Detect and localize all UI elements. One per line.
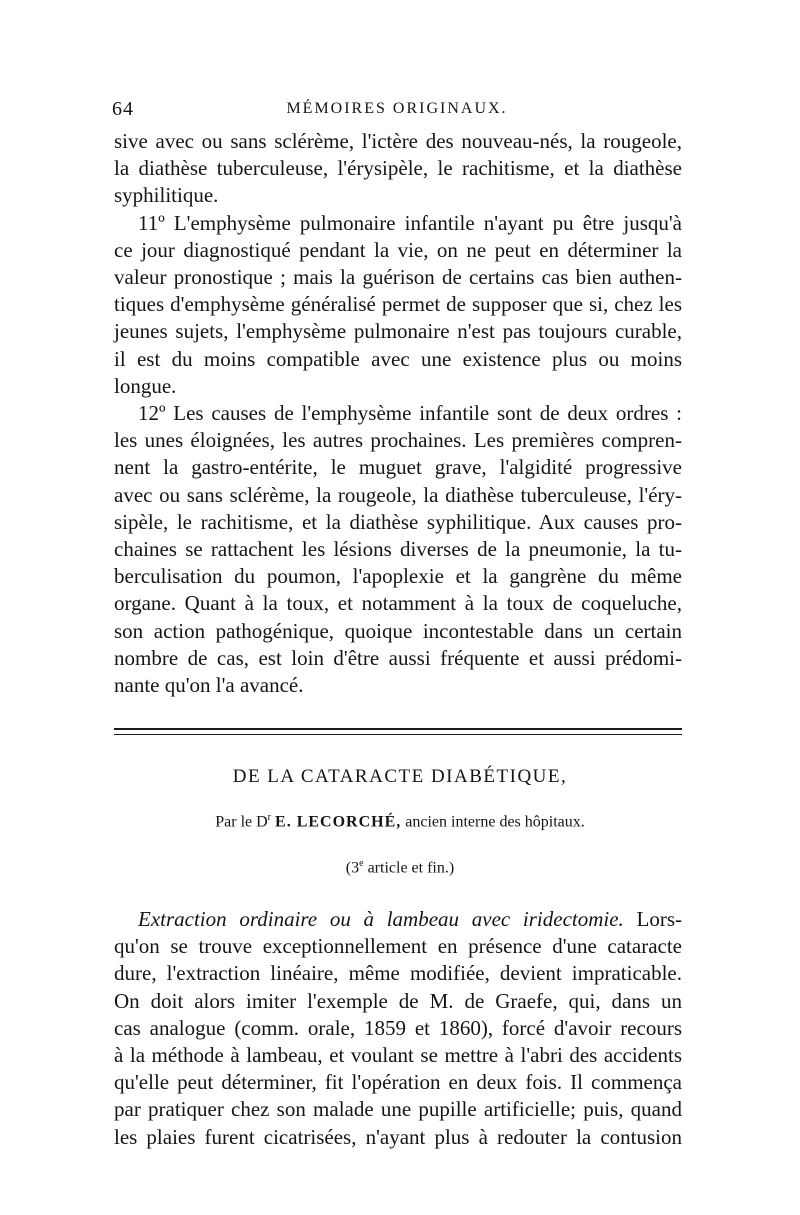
text-line: nante qu'on l'a avancé. (114, 672, 304, 697)
text-line: il est du moins compatible avec une existence plus ou moins (114, 346, 682, 371)
text-line: sive avec ou sans sclérème, l'ictère des nouveau-nés, la rougeole, (114, 129, 682, 153)
part-sup: e (359, 858, 364, 869)
part-open: (3 (345, 859, 360, 877)
text-line: la diathèse tuberculeuse, l'érysipèle, le rachitisme, et la diathèse (114, 156, 682, 181)
page-number: 64 (112, 98, 134, 120)
section-heading-italic: Extraction ordinaire ou à lambeau avec iridectomie. (138, 907, 624, 931)
text-line: berculisation du poumon, l'apoplexie et la gangrène du même (114, 564, 682, 589)
author-name: E. LECORCHÉ, (275, 813, 402, 831)
section-divider (114, 728, 682, 730)
text-line: sipèle, le rachitisme, et la diathèse syphilitique. Aux causes pro- (114, 509, 682, 534)
text-line: nombre de cas, est loin d'être aussi fréquente et aussi prédomi- (114, 645, 682, 670)
text-line: avec ou sans sclérème, la rougeole, la diathèse tuberculeuse, l'éry- (114, 482, 682, 507)
text-line: qu'on se trouve exceptionnellement en présence d'une cataracte (114, 934, 682, 959)
text-line: les plaies furent cicatrisées, n'ayant plus à redouter la contusion (114, 1124, 682, 1149)
article-title: DE LA CATARACTE DIABÉTIQUE, (232, 766, 568, 787)
text-line: chaines se rattachent les lésions diverses de la pneumonie, la tu- (114, 536, 682, 561)
text-line: longue. (114, 373, 177, 398)
text-line: nent la gastro-entérite, le muguet grave, l'algidité progressive (114, 455, 682, 480)
text-line (114, 906, 682, 933)
text-line: ce jour diagnostiqué pendant la vie, on ne peut en déterminer la (114, 237, 682, 262)
paragraph-conclusion-11 (114, 210, 682, 400)
text-line: les unes éloignées, les autres prochaines. Les premières compren- (114, 428, 682, 453)
author-title: ancien interne des hôpitaux. (405, 813, 585, 831)
text-line: syphilitique. (114, 183, 219, 208)
article-body (114, 906, 682, 1151)
text-line: qu'elle peut déterminer, fit l'opération en deux fois. Il commença (114, 1070, 682, 1095)
text-line: jeunes sujets, l'emphysème pulmonaire n'est pas toujours curable, (114, 319, 682, 344)
text-line: 11º L'emphysème pulmonaire infantile n'ayant pu être jusqu'à (138, 210, 682, 235)
article-part-note (0, 858, 800, 877)
paragraph-conclusion-12 (114, 400, 682, 699)
text-line: par pratiquer chez son malade une pupille artificielle; puis, quand (114, 1097, 682, 1122)
part-rest: article et fin.) (363, 859, 455, 877)
section-divider-thin (114, 734, 682, 735)
text-run: Lors- (623, 907, 682, 931)
text-line: dure, l'extraction linéaire, même modifiée, devient impraticable. (114, 961, 682, 986)
text-line: son action pathogénique, quoique incontestable dans un certain (114, 618, 682, 643)
text-line: organe. Quant à la toux, et notamment à la toux de coqueluche, (114, 591, 682, 616)
byline-prefix: Par le D (215, 813, 268, 831)
running-head (112, 98, 682, 120)
byline-sup: r (267, 812, 272, 823)
text-line: à la méthode à lambeau, et voulant se mettre à l'abri des accidents (114, 1042, 682, 1067)
text-line: On doit alors imiter l'exemple de M. de Graefe, qui, dans un (114, 988, 682, 1013)
paragraph-continuation (114, 128, 682, 210)
journal-title: MÉMOIRES ORIGINAUX. (286, 100, 508, 117)
byline (0, 812, 800, 831)
text-line: 12º Les causes de l'emphysème infantile sont de deux ordres : (138, 401, 682, 425)
text-line: valeur pronostique ; mais la guérison de certains cas bien authen- (114, 264, 682, 289)
text-line: cas analogue (comm. orale, 1859 et 1860), forcé d'avoir recours (114, 1015, 682, 1040)
text-line: tiques d'emphysème généralisé permet de supposer que si, chez les (114, 292, 682, 317)
